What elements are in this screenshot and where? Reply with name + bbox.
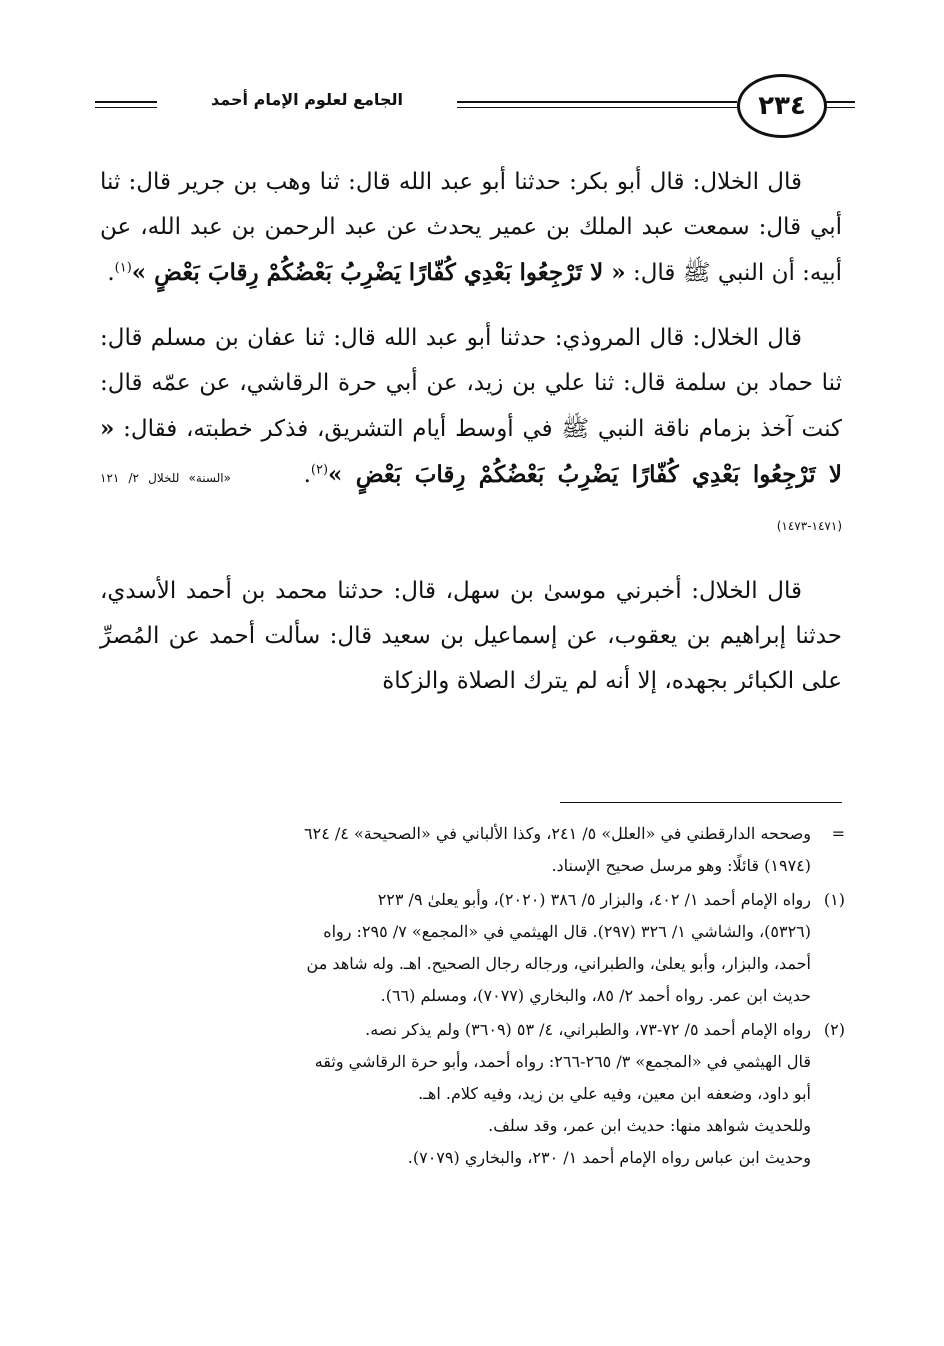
- page-number: ٢٣٤: [737, 74, 827, 138]
- hadith-quote: « لا تَرْجِعُوا بَعْدِي كُفّارًا يَضْرِبُ بَعْضُكُمْ رِقابَ بَعْضٍ »: [100, 415, 843, 488]
- page-header: [95, 70, 855, 140]
- hadith-quote: « لا تَرْجِعُوا بَعْدِي كُفّارًا يَضْرِبُ بَعْضُكُمْ رِقابَ بَعْضٍ »: [131, 259, 626, 286]
- footnote-line: (١٩٧٤) قائلًا: وهو مرسل صحيح الإسناد.: [551, 856, 811, 875]
- paragraph: [100, 316, 842, 549]
- footnote-reference: (١): [114, 260, 132, 276]
- paragraph-tail: .: [107, 260, 115, 286]
- footnote-line: رواه الإمام أحمد ٥/ ٧٢-٧٣، والطبراني، ٤/ ٥٣ (٣٦٠٩) ولم يذكر نصه.: [365, 1020, 811, 1039]
- footnotes: [110, 818, 845, 1176]
- footnote-line: أبو داود، وضعفه ابن معين، وفيه علي بن زيد، وفيه كلام. اهـ.: [418, 1084, 811, 1103]
- source-citation: «السنة» للخلال ٢/ ١٢١ (١٤٧١-١٤٧٣): [100, 471, 842, 533]
- footnote-reference: (٢): [310, 462, 329, 478]
- paragraph: [100, 569, 842, 704]
- paragraph-text: قال الخلال: قال المروذي: حدثنا أبو عبد الله قال: ثنا عفان بن مسلم قال: ثنا حماد بن سلمة قال: ثنا علي بن زيد، عن أبي حرة الرقاشي، عن عمّه قال: كنت آخذ بزمام ناقة النبي ﷺ في أوسط أيام التشريق، فذكر خطبته، فقال:: [100, 325, 842, 442]
- paragraph-text: قال الخلال: قال أبو بكر: حدثنا أبو عبد الله قال: ثنا وهب بن جرير قال: ثنا أبي قال: سمعت عبد الملك بن عمير يحدث عن عبد الرحمن بن عبد الله، عن أبيه: أن النبي ﷺ قال:: [100, 169, 842, 286]
- footnote-line: رواه الإمام أحمد ١/ ٤٠٢، والبزار ٥/ ٣٨٦ (٢٠٢٠)، وأبو يعلىٰ ٩/ ٢٢٣: [377, 890, 811, 909]
- footnote-marker: (٢): [823, 1020, 845, 1039]
- footnote-line: (٥٣٢٦)، والشاشي ١/ ٣٢٦ (٢٩٧). قال الهيثمي في «المجمع» ٧/ ٢٩٥: رواه: [323, 922, 811, 941]
- footnote-separator: [560, 802, 842, 803]
- running-title: الجامع لعلوم الإمام أحمد: [157, 90, 457, 109]
- paragraph-text: قال الخلال: أخبرني موسىٰ بن سهل، قال: حدثنا محمد بن أحمد الأسدي، حدثنا إبراهيم بن يعقوب، عن إسماعيل بن سعيد قال: سألت أحمد عن المُصرِّ على الكبائر بجهده، إلا أنه لم يترك الصلاة والزكاة: [100, 578, 842, 694]
- footnote-marker: (١): [823, 890, 845, 909]
- footnote-line: حديث ابن عمر. رواه أحمد ٢/ ٨٥، والبخاري (٧٠٧٧)، ومسلم (٦٦).: [380, 986, 811, 1005]
- footnote-line: وللحديث شواهد منها: حديث ابن عمر، وقد سلف.: [488, 1116, 811, 1135]
- footnote-1: [110, 884, 845, 1012]
- paragraph: [100, 160, 842, 296]
- main-text: [100, 160, 842, 724]
- footnote-line: وصححه الدارقطني في «العلل» ٥/ ٢٤١، وكذا الألباني في «الصحيحة» ٤/ ٦٢٤: [304, 824, 811, 843]
- footnote-line: أحمد، والبزار، وأبو يعلىٰ، والطبراني، ورجاله رجال الصحيح. اهـ. وله شاهد من: [306, 954, 811, 973]
- footnote-line: وحديث ابن عباس رواه الإمام أحمد ١/ ٢٣٠، والبخاري (٧٠٧٩).: [407, 1148, 811, 1167]
- paragraph-tail: .: [303, 462, 311, 488]
- footnote-continued: [110, 818, 845, 882]
- footnote-marker: =: [831, 824, 845, 843]
- footnote-2: [110, 1014, 845, 1174]
- footnote-line: قال الهيثمي في «المجمع» ٣/ ٢٦٥-٢٦٦: رواه أحمد، وأبو حرة الرقاشي وثقه: [314, 1052, 811, 1071]
